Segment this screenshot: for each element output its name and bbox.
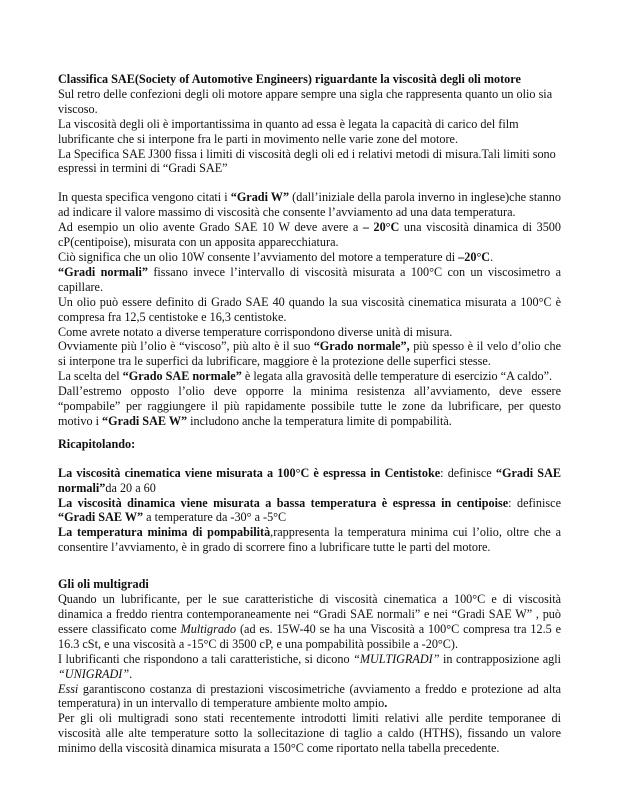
intro-paragraph-1: Sul retro delle confezioni degli oli motore appare sempre una sigla che rappresenta quanto un olio sia viscoso.	[58, 86, 553, 116]
ricapitolando-heading: Ricapitolando:	[58, 436, 136, 451]
multigradi-heading: Gli oli multigradi	[58, 577, 149, 592]
multigradi-paragraph-1: Quando un lubrificante, per le sue caratteristiche di viscosità cinematica a 100°C e di viscosità dinamica a freddo rientra contemporaneamente nei “Gradi SAE normali” e nei “Gradi SAE W” , può essere classificato come Multigrado (ad es. 15W-40 se ha una Viscosità a 100°C compresa tra 12.5 e 16.3 cSt, e una viscosità a -15°C di 3500 cP, e una pompabilità possibile a -20°C).	[58, 592, 561, 651]
multigradi-paragraph-2: I lubrificanti che rispondono a tali caratteristiche, si dicono “MULTIGRADI” in contrapposizione agli “UNIGRADI”.	[58, 651, 561, 681]
gradi-w-paragraph-2: Ad esempio un olio avente Grado SAE 10 W deve avere a – 20°C una viscosità dinamica di 3500 cP(centipoise), misurata con un apposita apparecchiatura.	[58, 220, 561, 250]
intro-paragraph-3: La Specifica SAE J300 fissa i limiti di viscosità degli oli ed i relativi metodi di misura.Tali limiti sono espressi in termini di “Gradi SAE”	[58, 146, 556, 176]
spacer	[58, 176, 561, 190]
gradi-normali-paragraph-4: Ovviamente più l’olio è “viscoso”, più alto è il suo “Grado normale”, più spesso è il velo d’olio che si interpone tra le superfici da lubrificare, maggiore è la protezione delle superfici stesse.	[58, 339, 561, 369]
summary-item-1: La viscosità cinematica viene misurata a 100°C è espressa in Centistoke: definisce “Gradi SAE normali”da 20 a 60	[58, 465, 561, 495]
spacer	[58, 555, 561, 569]
intro-paragraph-2: La viscosità degli oli è importantissima in quanto ad essa è legata la capacità di carico del film lubrificante che si interpone fra le parti in movimento nelle varie zone del motore.	[58, 116, 519, 146]
document-page	[58, 72, 561, 756]
spacer	[58, 429, 561, 437]
gradi-normali-paragraph-6: Dall’estremo opposto l’olio deve opporre la minima resistenza all’avviamento, deve essere “pompabile” per raggiungere il più rapidamente possibile tutte le zone da lubrificare, per questo motivo i “Gradi SAE W” includono anche la temperatura limite di pompabilità.	[58, 384, 561, 428]
multigradi-paragraph-4: Per gli oli multigradi sono stati recentemente introdotti limiti relativi alle perdite temporanee di viscosità alle alte temperature sotto la sollecitazione di taglio a caldo (HTHS), fissando un valore minimo della viscosità dinamica misurata a 150°C come riportato nella tabella precedente.	[58, 711, 561, 756]
gradi-w-paragraph-1: In questa specifica vengono citati i “Gradi W” (dall’iniziale della parola inverno in inglese)che stanno ad indicare il valore massimo di viscosità che consente l’avviamento ad una data temperatura.	[58, 190, 561, 220]
gradi-normali-paragraph-3: Come avrete notato a diverse temperature corrispondono diverse unità di misura.	[58, 324, 453, 339]
spacer	[58, 452, 561, 466]
gradi-normali-paragraph-5: La scelta del “Grado SAE normale” è legata alla gravosità delle temperature di esercizio “A caldo”.	[58, 369, 553, 384]
summary-item-3: La temperatura minima di pompabilità,rappresenta la temperatura minima cui l’olio, oltre che a consentire l’avviamento, è in grado di scorrere fino a lubrificare tutte le parti del motore.	[58, 525, 561, 555]
document-title: Classifica SAE(Society of Automotive Engineers) riguardante la viscosità degli oli motore	[58, 72, 521, 86]
spacer	[58, 569, 561, 577]
summary-item-2: La viscosità dinamica viene misurata a bassa temperatura è espressa in centipoise: definisce “Gradi SAE W” a temperature da -30° a -5°C	[58, 495, 561, 525]
gradi-w-paragraph-3: Ciò significa che un olio 10W consente l’avviamento del motore a temperature di –20°C.	[58, 249, 494, 264]
gradi-normali-paragraph-2: Un olio può essere definito di Grado SAE 40 quando la sua viscosità cinematica misurata a 100°C è compresa fra 12,5 centistoke e 16,3 centistoke.	[58, 294, 561, 324]
multigradi-paragraph-3: Essi garantiscono costanza di prestazioni viscosimetriche (avviamento a freddo e protezione ad alta temperatura) in un intervallo di temperature ambiente molto ampio.	[58, 681, 561, 711]
gradi-normali-paragraph-1: “Gradi normali” fissano invece l’intervallo di viscosità misurata a 100°C con un viscosimetro a capillare.	[58, 264, 561, 294]
